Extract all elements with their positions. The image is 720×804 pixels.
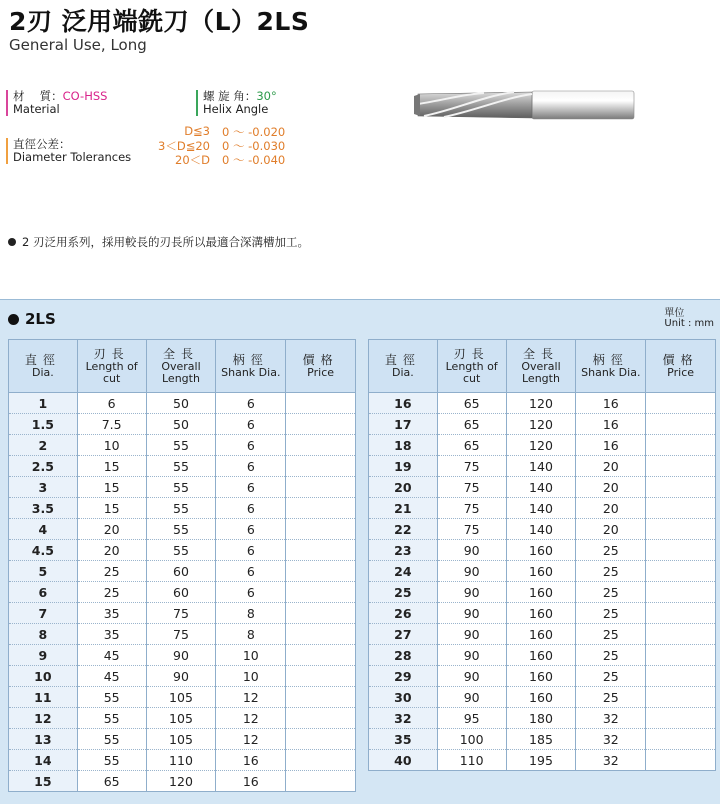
cell-length-of-cut: 75 (437, 498, 506, 519)
table-row (9, 603, 356, 624)
cell-dia: 40 (369, 750, 438, 771)
cell-price (286, 456, 356, 477)
header-price: 價格 Price (646, 340, 716, 393)
cell-price (646, 519, 716, 540)
cell-dia: 1 (9, 393, 78, 414)
table-row (9, 435, 356, 456)
cell-dia: 21 (369, 498, 438, 519)
cell-overall-length: 160 (506, 624, 576, 645)
cell-shank-dia: 25 (576, 645, 646, 666)
header-length-of-cut: 刃長 Length of cut (437, 340, 506, 393)
cell-shank-dia: 6 (216, 477, 286, 498)
cell-shank-dia: 6 (216, 561, 286, 582)
cell-shank-dia: 6 (216, 435, 286, 456)
cell-price (286, 750, 356, 771)
table-row (369, 414, 716, 435)
cell-dia: 30 (369, 687, 438, 708)
cell-length-of-cut: 75 (437, 456, 506, 477)
end-mill-illustration (414, 86, 636, 122)
cell-length-of-cut: 10 (77, 435, 146, 456)
cell-shank-dia: 25 (576, 582, 646, 603)
header-shank-dia: 柄徑 Shank Dia. (576, 340, 646, 393)
cell-dia: 2 (9, 435, 78, 456)
tolerance-range: 0 ～ -0.030 (222, 139, 286, 153)
table-header-row (9, 340, 356, 393)
header-dia: 直徑 Dia. (9, 340, 78, 393)
cell-dia: 13 (9, 729, 78, 750)
cell-dia: 2.5 (9, 456, 78, 477)
helix-label-en: Helix Angle (203, 102, 269, 116)
cell-dia: 19 (369, 456, 438, 477)
cell-shank-dia: 6 (216, 456, 286, 477)
cell-overall-length: 90 (146, 666, 216, 687)
table-row (369, 456, 716, 477)
cell-length-of-cut: 95 (437, 708, 506, 729)
cell-shank-dia: 10 (216, 645, 286, 666)
spec-table-right (368, 339, 716, 771)
cell-price (646, 750, 716, 771)
cell-price (286, 687, 356, 708)
cell-price (646, 414, 716, 435)
cell-overall-length: 105 (146, 729, 216, 750)
cell-price (646, 477, 716, 498)
cell-price (286, 729, 356, 750)
cell-length-of-cut: 55 (77, 729, 146, 750)
cell-price (286, 414, 356, 435)
table-row (9, 540, 356, 561)
table-row (9, 645, 356, 666)
table-row (9, 582, 356, 603)
cell-overall-length: 60 (146, 561, 216, 582)
tolerance-range: 0 ～ -0.040 (222, 153, 286, 167)
cell-price (646, 624, 716, 645)
header-price: 價格 Price (286, 340, 356, 393)
cell-price (286, 519, 356, 540)
cell-price (286, 645, 356, 666)
cell-dia: 9 (9, 645, 78, 666)
page-subtitle: General Use, Long (9, 36, 147, 54)
cell-length-of-cut: 65 (437, 435, 506, 456)
cell-length-of-cut: 20 (77, 540, 146, 561)
cell-dia: 29 (369, 666, 438, 687)
bullet-icon (8, 238, 16, 246)
cell-overall-length: 55 (146, 540, 216, 561)
cell-price (286, 624, 356, 645)
cell-overall-length: 185 (506, 729, 576, 750)
unit-value: : mm (687, 318, 714, 329)
unit-label-jp: 單位 (664, 308, 685, 319)
cell-shank-dia: 32 (576, 750, 646, 771)
cell-length-of-cut: 90 (437, 666, 506, 687)
cell-dia: 28 (369, 645, 438, 666)
cell-dia: 16 (369, 393, 438, 414)
cell-overall-length: 140 (506, 456, 576, 477)
cell-overall-length: 140 (506, 519, 576, 540)
cell-overall-length: 160 (506, 582, 576, 603)
cell-length-of-cut: 15 (77, 456, 146, 477)
cell-shank-dia: 25 (576, 687, 646, 708)
table-row (369, 540, 716, 561)
cell-overall-length: 160 (506, 540, 576, 561)
cell-overall-length: 195 (506, 750, 576, 771)
cell-overall-length: 75 (146, 624, 216, 645)
bullet-icon (8, 314, 19, 325)
table-row (369, 708, 716, 729)
cell-shank-dia: 25 (576, 624, 646, 645)
cell-price (286, 771, 356, 792)
cell-price (286, 540, 356, 561)
cell-overall-length: 55 (146, 456, 216, 477)
cell-length-of-cut: 110 (437, 750, 506, 771)
cell-price (646, 645, 716, 666)
cell-overall-length: 75 (146, 603, 216, 624)
cell-shank-dia: 16 (216, 750, 286, 771)
cell-overall-length: 55 (146, 477, 216, 498)
cell-length-of-cut: 65 (437, 393, 506, 414)
table-row (369, 435, 716, 456)
cell-length-of-cut: 55 (77, 750, 146, 771)
table-row (369, 393, 716, 414)
cell-price (286, 477, 356, 498)
cell-length-of-cut: 15 (77, 477, 146, 498)
cell-dia: 7 (9, 603, 78, 624)
tolerance-label-en: Diameter Tolerances (13, 150, 132, 164)
cell-shank-dia: 8 (216, 624, 286, 645)
table-row (9, 561, 356, 582)
cell-dia: 3 (9, 477, 78, 498)
tolerance-spec (6, 138, 131, 164)
cell-overall-length: 110 (146, 750, 216, 771)
helix-value: 30° (256, 89, 277, 103)
table-row (9, 708, 356, 729)
tolerance-cond: 3＜D≦20 (158, 139, 210, 153)
cell-dia: 24 (369, 561, 438, 582)
cell-price (646, 603, 716, 624)
header-length-of-cut: 刃長 Length of cut (77, 340, 146, 393)
cell-dia: 18 (369, 435, 438, 456)
page-title: 2刃 泛用端銑刀（L）2LS (9, 7, 310, 36)
cell-shank-dia: 12 (216, 687, 286, 708)
cell-shank-dia: 25 (576, 666, 646, 687)
cell-overall-length: 120 (506, 393, 576, 414)
cell-length-of-cut: 90 (437, 561, 506, 582)
header-dia: 直徑 Dia. (369, 340, 438, 393)
table-row (369, 687, 716, 708)
cell-shank-dia: 12 (216, 708, 286, 729)
header-shank-dia: 柄徑 Shank Dia. (216, 340, 286, 393)
cell-shank-dia: 6 (216, 498, 286, 519)
cell-price (646, 687, 716, 708)
tolerance-label-jp: 直徑公差： (13, 137, 71, 151)
product-table-panel (0, 299, 720, 804)
table-row (369, 603, 716, 624)
cell-dia: 3.5 (9, 498, 78, 519)
cell-length-of-cut: 65 (437, 414, 506, 435)
cell-shank-dia: 6 (216, 582, 286, 603)
cell-overall-length: 90 (146, 645, 216, 666)
cell-shank-dia: 6 (216, 393, 286, 414)
cell-dia: 15 (9, 771, 78, 792)
cell-overall-length: 55 (146, 519, 216, 540)
cell-shank-dia: 20 (576, 498, 646, 519)
cell-length-of-cut: 90 (437, 540, 506, 561)
cell-overall-length: 160 (506, 561, 576, 582)
cell-overall-length: 55 (146, 435, 216, 456)
helix-label-jp: 螺 旋 角： (203, 89, 257, 103)
tolerance-cond: D≦3 (184, 124, 210, 138)
tolerance-cond: 20＜D (175, 153, 210, 167)
cell-overall-length: 120 (146, 771, 216, 792)
cell-shank-dia: 25 (576, 561, 646, 582)
table-row (369, 729, 716, 750)
cell-dia: 23 (369, 540, 438, 561)
cell-dia: 35 (369, 729, 438, 750)
unit-note (664, 309, 714, 329)
cell-dia: 8 (9, 624, 78, 645)
table-row (9, 414, 356, 435)
panel-heading-text: 2LS (25, 310, 56, 328)
cell-dia: 17 (369, 414, 438, 435)
cell-price (646, 435, 716, 456)
cell-shank-dia: 10 (216, 666, 286, 687)
cell-price (286, 393, 356, 414)
cell-dia: 4 (9, 519, 78, 540)
cell-overall-length: 50 (146, 393, 216, 414)
cell-shank-dia: 6 (216, 414, 286, 435)
cell-shank-dia: 32 (576, 708, 646, 729)
table-row (9, 687, 356, 708)
cell-length-of-cut: 90 (437, 624, 506, 645)
table-row (369, 519, 716, 540)
cell-dia: 14 (9, 750, 78, 771)
cell-dia: 10 (9, 666, 78, 687)
table-row (9, 393, 356, 414)
table-row (9, 750, 356, 771)
cell-price (286, 708, 356, 729)
cell-overall-length: 105 (146, 687, 216, 708)
cell-price (286, 603, 356, 624)
cell-overall-length: 160 (506, 687, 576, 708)
cell-length-of-cut: 75 (437, 519, 506, 540)
helix-spec (196, 90, 277, 116)
cell-dia: 11 (9, 687, 78, 708)
cell-shank-dia: 6 (216, 519, 286, 540)
cell-length-of-cut: 90 (437, 603, 506, 624)
cell-dia: 32 (369, 708, 438, 729)
cell-length-of-cut: 55 (77, 687, 146, 708)
tolerance-range: 0 ～ -0.020 (222, 125, 286, 139)
cell-overall-length: 60 (146, 582, 216, 603)
cell-dia: 22 (369, 519, 438, 540)
cell-dia: 5 (9, 561, 78, 582)
table-row (9, 771, 356, 792)
cell-price (286, 435, 356, 456)
cell-price (286, 498, 356, 519)
cell-dia: 27 (369, 624, 438, 645)
cell-length-of-cut: 7.5 (77, 414, 146, 435)
cell-price (646, 393, 716, 414)
cell-overall-length: 140 (506, 498, 576, 519)
table-row (9, 477, 356, 498)
cell-price (646, 582, 716, 603)
cell-length-of-cut: 55 (77, 708, 146, 729)
cell-dia: 1.5 (9, 414, 78, 435)
cell-price (286, 582, 356, 603)
cell-length-of-cut: 45 (77, 645, 146, 666)
cell-dia: 4.5 (9, 540, 78, 561)
cell-length-of-cut: 25 (77, 582, 146, 603)
cell-overall-length: 160 (506, 666, 576, 687)
table-row (9, 729, 356, 750)
header-overall-length: 全長 Overall Length (146, 340, 216, 393)
table-row (369, 498, 716, 519)
table-row (369, 750, 716, 771)
cell-length-of-cut: 25 (77, 561, 146, 582)
cell-shank-dia: 16 (576, 414, 646, 435)
cell-shank-dia: 20 (576, 477, 646, 498)
cell-price (646, 456, 716, 477)
cell-length-of-cut: 35 (77, 603, 146, 624)
cell-shank-dia: 16 (576, 435, 646, 456)
table-row (369, 582, 716, 603)
cell-shank-dia: 8 (216, 603, 286, 624)
table-row (369, 561, 716, 582)
cell-overall-length: 120 (506, 414, 576, 435)
cell-overall-length: 180 (506, 708, 576, 729)
cell-shank-dia: 20 (576, 519, 646, 540)
cell-overall-length: 55 (146, 498, 216, 519)
cell-length-of-cut: 90 (437, 582, 506, 603)
feature-text: 2 刃泛用系列，採用較長的刃長所以最適合深溝槽加工。 (22, 235, 309, 249)
cell-length-of-cut: 20 (77, 519, 146, 540)
table-row (369, 624, 716, 645)
cell-shank-dia: 12 (216, 729, 286, 750)
cell-shank-dia: 25 (576, 540, 646, 561)
cell-shank-dia: 25 (576, 603, 646, 624)
feature-bullet (8, 234, 309, 250)
cell-dia: 6 (9, 582, 78, 603)
spec-table-left (8, 339, 356, 792)
cell-price (646, 540, 716, 561)
cell-shank-dia: 32 (576, 729, 646, 750)
cell-dia: 12 (9, 708, 78, 729)
material-spec (6, 90, 107, 116)
cell-price (646, 708, 716, 729)
cell-dia: 25 (369, 582, 438, 603)
cell-price (646, 498, 716, 519)
cell-length-of-cut: 90 (437, 687, 506, 708)
cell-length-of-cut: 45 (77, 666, 146, 687)
cell-length-of-cut: 100 (437, 729, 506, 750)
unit-label-en: Unit (664, 318, 685, 329)
cell-length-of-cut: 35 (77, 624, 146, 645)
cell-shank-dia: 16 (576, 393, 646, 414)
cell-length-of-cut: 75 (437, 477, 506, 498)
cell-price (646, 729, 716, 750)
table-row (369, 666, 716, 687)
cell-price (286, 666, 356, 687)
cell-length-of-cut: 65 (77, 771, 146, 792)
cell-overall-length: 50 (146, 414, 216, 435)
table-row (369, 477, 716, 498)
cell-shank-dia: 6 (216, 540, 286, 561)
cell-overall-length: 160 (506, 645, 576, 666)
cell-price (286, 561, 356, 582)
cell-overall-length: 160 (506, 603, 576, 624)
cell-length-of-cut: 90 (437, 645, 506, 666)
table-header-row (369, 340, 716, 393)
table-row (9, 624, 356, 645)
table-row (369, 645, 716, 666)
cell-dia: 20 (369, 477, 438, 498)
cell-overall-length: 105 (146, 708, 216, 729)
table-row (9, 456, 356, 477)
material-label-en: Material (13, 102, 60, 116)
cell-price (646, 561, 716, 582)
material-label-jp: 材 質： (13, 89, 63, 103)
table-row (9, 666, 356, 687)
table-row (9, 519, 356, 540)
material-value: CO-HSS (62, 89, 108, 103)
header-overall-length: 全長 Overall Length (506, 340, 576, 393)
cell-shank-dia: 20 (576, 456, 646, 477)
cell-overall-length: 120 (506, 435, 576, 456)
table-row (9, 498, 356, 519)
cell-dia: 26 (369, 603, 438, 624)
cell-length-of-cut: 15 (77, 498, 146, 519)
panel-heading (8, 310, 56, 328)
cell-length-of-cut: 6 (77, 393, 146, 414)
cell-overall-length: 140 (506, 477, 576, 498)
cell-shank-dia: 16 (216, 771, 286, 792)
cell-price (646, 666, 716, 687)
